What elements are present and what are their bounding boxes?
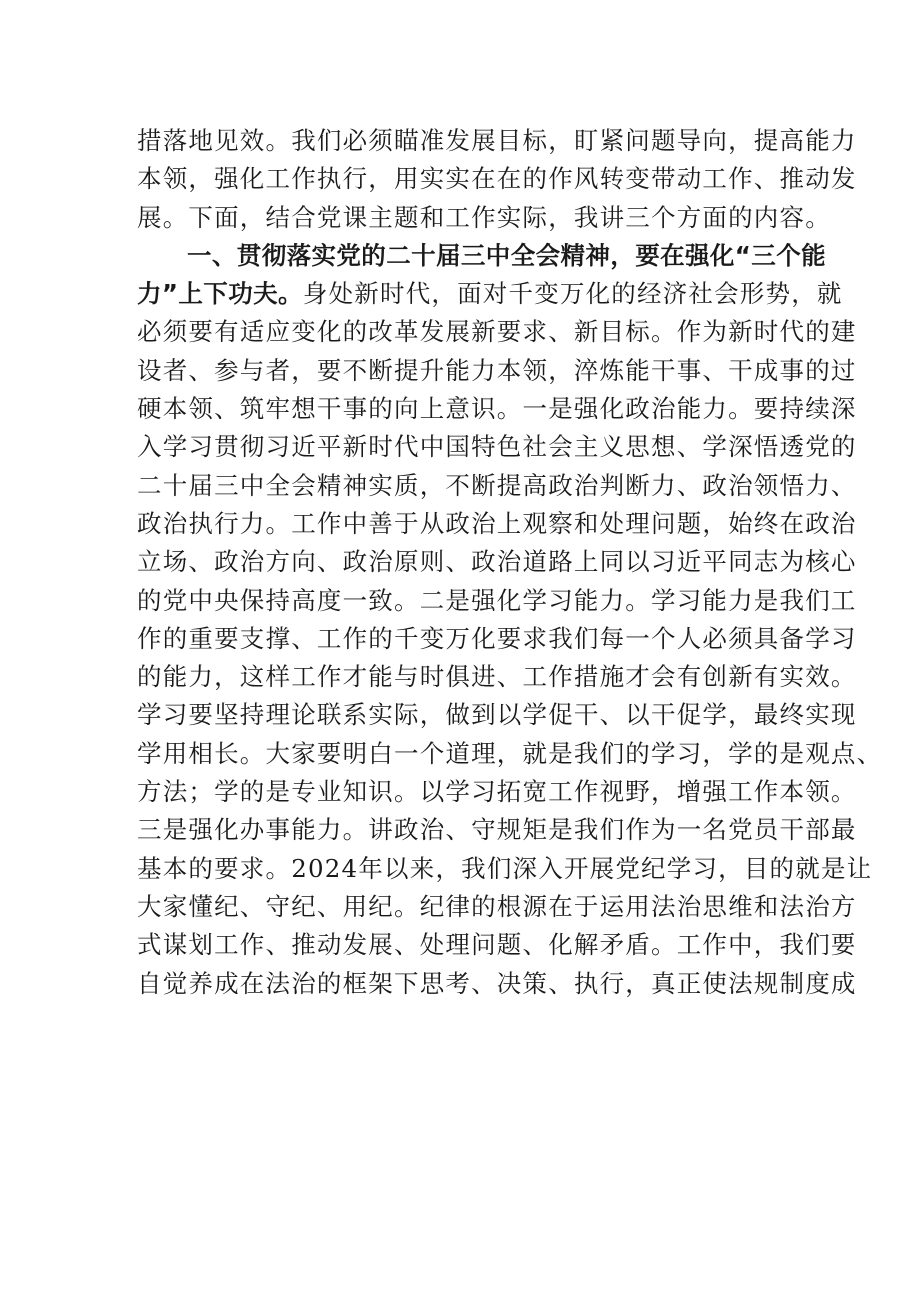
section-heading-line: [137, 237, 826, 275]
text-line: 方法；学的是专业知识。以学习拓宽工作视野，增强工作本领。: [137, 777, 857, 807]
text-line: 立场、政治方向、政治原则、政治道路上同以习近平同志为核心: [137, 547, 857, 577]
text-line: 基本的要求。2024年以来，我们深入开展党纪学习，目的就是让: [137, 853, 873, 883]
section-heading: 一、贯彻落实党的二十届三中全会精神，要在强化“三个能: [187, 240, 826, 270]
text-line: 硬本领、筑牢想干事的向上意识。一是强化政治能力。要持续深: [137, 394, 857, 424]
document-body: [137, 122, 883, 1003]
text-line: 政治执行力。工作中善于从政治上观察和处理问题，始终在政治: [137, 508, 857, 538]
text-line: 二十届三中全会精神实质，不断提高政治判断力、政治领悟力、: [137, 470, 857, 500]
text-line: 作的重要支撑、工作的千变万化要求我们每一个人必须具备学习: [137, 623, 857, 653]
text-line: 设者、参与者，要不断提升能力本领，淬炼能干事、干成事的过: [137, 355, 857, 385]
text-line: 学用相长。大家要明白一个道理，就是我们的学习，学的是观点、: [137, 738, 883, 768]
text-line: [137, 275, 843, 313]
section-heading-continued: 力”上下功夫。: [137, 279, 303, 309]
text-line: 的党中央保持高度一致。二是强化学习能力。学习能力是我们工: [137, 585, 857, 615]
text-line: 本领，强化工作执行，用实实在在的作风转变带动工作、推动发: [137, 164, 857, 194]
text-line: 必须要有适应变化的改革发展新要求、新目标。作为新时代的建: [137, 317, 857, 347]
text-line: 展。下面，结合党课主题和工作实际，我讲三个方面的内容。: [137, 202, 831, 232]
text-line: 入学习贯彻习近平新时代中国特色社会主义思想、学深悟透党的: [137, 432, 857, 462]
text-line: 式谋划工作、推动发展、处理问题、化解矛盾。工作中，我们要: [137, 930, 857, 960]
text-line: 自觉养成在法治的框架下思考、决策、执行，真正使法规制度成: [137, 968, 857, 998]
text-line: 大家懂纪、守纪、用纪。纪律的根源在于运用法治思维和法治方: [137, 891, 857, 921]
text-line: 的能力，这样工作才能与时俱进、工作措施才会有创新有实效。: [137, 662, 857, 692]
text-line: 三是强化办事能力。讲政治、守规矩是我们作为一名党员干部最: [137, 815, 857, 845]
text-line: 学习要坚持理论联系实际，做到以学促干、以干促学，最终实现: [137, 700, 857, 730]
text-run: 身处新时代，面对千变万化的经济社会形势，就: [302, 279, 843, 309]
paragraph-section-one: [137, 237, 883, 1003]
paragraph-intro: [137, 122, 857, 237]
text-line: 措落地见效。我们必须瞄准发展目标，盯紧问题导向，提高能力: [137, 126, 857, 155]
